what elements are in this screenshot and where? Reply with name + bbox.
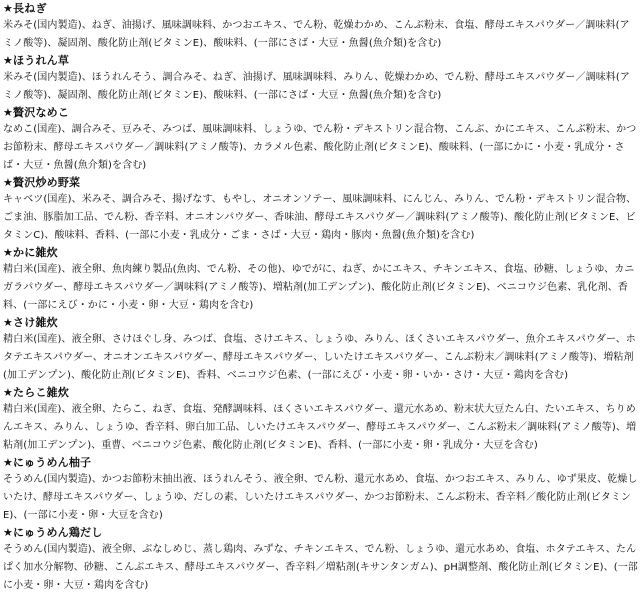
product-title: ★長ねぎ xyxy=(3,2,47,15)
product-entry xyxy=(3,245,638,315)
product-ingredients: 米みそ(国内製造)、ねぎ、油揚げ、風味調味料、かつおエキス、でん粉、乾燥わかめ、こんぶ粉末、食塩、酵母エキスパウダー／調味料(アミノ酸等)、凝固剤、酸化防止剤(ビタミンE)、酸味料、(一部にさば・大豆・魚醤(魚介類)を含む) xyxy=(3,20,630,49)
product-title: ★さけ雑炊 xyxy=(3,316,58,329)
product-entry xyxy=(3,53,638,105)
product-title: ★贅沢炒め野菜 xyxy=(3,176,81,189)
product-entry xyxy=(3,1,638,53)
product-ingredients: 精白米(国産)、液全卵、魚肉練り製品(魚肉、でん粉、その他)、ゆでがに、ねぎ、かにエキス、チキンエキス、食塩、砂糖、しょうゆ、カニガラパウダー、酵母エキスパウダー／調味料(アミノ酸等)、増粘剤(加工デンプン)、酸化防止剤(ビタミンE)、ベニコウジ色素、乳化剤、香料、(一部にえび・かに・小麦・卵・大豆・鶏肉を含む) xyxy=(3,264,635,311)
product-title: ★ほうれん草 xyxy=(3,54,70,67)
product-ingredients: なめこ(国産)、調合みそ、豆みそ、みつば、風味調味料、しょうゆ、でん粉・デキストリン混合物、こんぶ、かにエキス、こんぶ粉末、かつお節粉末、酵母エキスパウダー／調味料(アミノ酸等)、カラメル色素、酸化防止剤(ビタミンE)、酸味料、(一部にかに・小麦・乳成分・さば・大豆・魚醤(魚介類)を含む) xyxy=(3,124,637,171)
product-ingredients: 米みそ(国内製造)、ほうれんそう、調合みそ、ねぎ、油揚げ、風味調味料、みりん、乾燥わかめ、でん粉、酵母エキスパウダー／調味料(アミノ酸等)、凝固剤、酸化防止剤(ビタミンE)、酸味料、(一部にさば・大豆・魚醤(魚介類)を含む) xyxy=(3,72,631,101)
product-title: ★たらこ雑炊 xyxy=(3,386,70,399)
product-ingredients: 精白米(国産)、液全卵、さけほぐし身、みつば、食塩、さけエキス、しょうゆ、みりん、ほくさいエキスパウダー、魚介エキスパウダー、ホタテエキスパウダー、オニオンエキスパウダー、酵母エキスパウダー、しいたけエキスパウダー、こんぶ粉末／調味料(アミノ酸等)、増粘剤(加工デンプン)、酸化防止剤(ビタミンE)、香料、ベニコウジ色素、(一部にえび・小麦・卵・いか・さけ・大豆・鶏肉を含む) xyxy=(3,334,636,381)
product-entry xyxy=(3,385,638,455)
product-entry xyxy=(3,175,638,245)
product-ingredients: キャベツ(国産)、米みそ、調合みそ、揚げなす、もやし、オニオンソテー、風味調味料、にんじん、みりん、でん粉・デキストリン混合物、ごま油、豚脂加工品、でん粉、香辛料、オニオンパウダー、香味油、酵母エキスパウダー／調味料(アミノ酸等)、酸化防止剤(ビタミンE、ビタミンC)、酸味料、香料、(一部に小麦・乳成分・ごま・さば・大豆・鶏肉・豚肉・魚醤(魚介類)を含む) xyxy=(3,194,637,241)
product-entry xyxy=(3,525,638,595)
product-title: ★贅沢なめこ xyxy=(3,106,70,119)
product-title: ★かに雑炊 xyxy=(3,246,58,259)
product-ingredients: そうめん(国内製造)、液全卵、ぶなしめじ、蒸し鶏肉、みずな、チキンエキス、でん粉、しょうゆ、還元水あめ、食塩、ホタテエキス、たんぱく加水分解物、砂糖、こんぶエキス、酵母エキスパウダー、香辛料／増粘剤(キサンタンガム)、pH調整剤、酸化防止剤(ビタミンE)、(一部に小麦・卵・大豆・鶏肉を含む) xyxy=(3,544,638,591)
product-ingredients: 精白米(国産)、液全卵、たらこ、ねぎ、食塩、発酵調味料、ほくさいエキスパウダー、還元水あめ、粉末状大豆たん白、たいエキス、ちりめんエキス、みりん、しょうゆ、香辛料、卵白加工品、しいたけエキスパウダー、酵母エキスパウダー、こんぶ粉末／調味料(アミノ酸等)、増粘剤(加工デンプン)、重曹、ベニコウジ色素、酸化防止剤(ビタミンE)、香料、(一部に小麦・卵・乳成分・大豆を含む) xyxy=(3,404,637,451)
product-ingredients: そうめん(国内製造)、かつお節粉末抽出液、ほうれんそう、液全卵、でん粉、還元水あめ、食塩、かつおエキス、みりん、ゆず果皮、乾燥しいたけ、酵母エキスパウダー、しょうゆ、だしの素、しいたけエキスパウダー、かつお節粉末、こんぶ粉末、香辛料／酸化防止剤(ビタミンE)、(一部に小麦・卵・大豆を含む) xyxy=(3,474,638,521)
product-entry xyxy=(3,105,638,175)
product-entry xyxy=(3,315,638,385)
product-entry xyxy=(3,455,638,525)
product-title: ★にゅうめん鶏だし xyxy=(3,526,103,539)
product-title: ★にゅうめん柚子 xyxy=(3,456,92,469)
